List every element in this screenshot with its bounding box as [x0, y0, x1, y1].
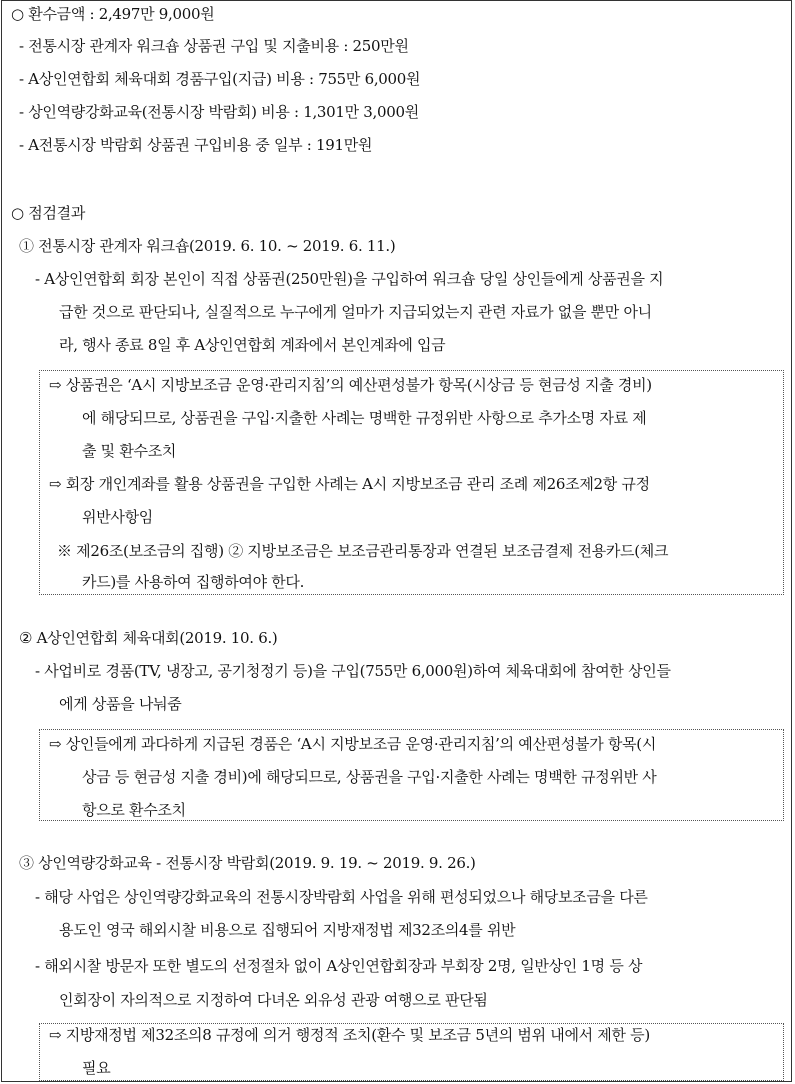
refund-item-workshop: - 전통시장 관계자 워크숍 상품권 구입 및 지출비용 : 250만원 — [19, 37, 409, 55]
section3-bullet1-line2: 용도인 영국 해외시찰 비용으로 집행되어 지방재정법 제32조의4를 위반 — [59, 921, 516, 939]
section2-heading: ② A상인연합회 체육대회(2019. 10. 6.) — [19, 629, 278, 647]
section3-heading: ③ 상인역량강화교육 - 전통시장 박람회(2019. 9. 19. ~ 2019. 9. 26.) — [19, 854, 476, 872]
document-frame — [1, 0, 792, 1082]
refund-total-heading: ○ 환수금액 : 2,497만 9,000원 — [11, 5, 215, 23]
section3-finding-line2: 필요 — [82, 1059, 111, 1077]
section3-finding-line1: ⇨ 지방재정법 제32조의8 규정에 의거 행정적 조치(환수 및 보조금 5년의 범위 내에서 제한 등) — [49, 1026, 650, 1044]
section1-finding1-line3: 출 및 환수조치 — [82, 442, 177, 460]
section2-finding-line3: 항으로 환수조치 — [82, 801, 186, 819]
section1-note-line2: 카드)를 사용하여 집행하여야 한다. — [82, 573, 305, 591]
section3-bullet1-line1: - 해당 사업은 상인역량강화교육의 전통시장박람회 사업을 위해 편성되었으나 해당보조금을 다른 — [35, 888, 648, 906]
section1-bullet-line2: 급한 것으로 판단되나, 실질적으로 누구에게 얼마가 지급되었는지 관련 자료가 없을 뿐만 아니 — [59, 303, 652, 321]
section3-bullet2-line2: 인회장이 자의적으로 지정하여 다녀온 외유성 관광 여행으로 판단됨 — [59, 991, 488, 1009]
section2-finding-line2: 상금 등 현금성 지출 경비)에 해당되므로, 상품권을 구입·지출한 사례는 명백한 규정위반 사 — [82, 768, 657, 786]
section1-finding2-line2: 위반사항임 — [82, 508, 153, 526]
section2-finding-line1: ⇨ 상인들에게 과다하게 지급된 경품은 ‘A시 지방보조금 운영·관리지침’의 예산편성불가 항목(시 — [49, 735, 657, 753]
section1-heading: ① 전통시장 관계자 워크숍(2019. 6. 10. ~ 2019. 6. 11.) — [19, 237, 396, 255]
refund-item-sports: - A상인연합회 체육대회 경품구입(지급) 비용 : 755만 6,000원 — [19, 70, 421, 88]
section1-finding1-line1: ⇨ 상품권은 ‘A시 지방보조금 운영·관리지침’의 예산편성불가 항목(시상금 등 현금성 지출 경비) — [49, 376, 652, 394]
section1-bullet-line1: - A상인연합회 회장 본인이 직접 상품권(250만원)을 구입하여 워크숍 당일 상인들에게 상품권을 지 — [35, 270, 664, 288]
result-heading: ○ 점검결과 — [11, 204, 86, 222]
refund-item-expo: - A전통시장 박람회 상품권 구입비용 중 일부 : 191만원 — [19, 136, 373, 154]
refund-item-education: - 상인역량강화교육(전통시장 박람회) 비용 : 1,301만 3,000원 — [19, 103, 419, 121]
section2-bullet-line1: - 사업비로 경품(TV, 냉장고, 공기청정기 등)을 구입(755만 6,000원)하여 체육대회에 참여한 상인들 — [35, 662, 671, 680]
section3-bullet2-line1: - 해외시찰 방문자 또한 별도의 선정절차 없이 A상인연합회장과 부회장 2명, 일반상인 1명 등 상 — [35, 957, 643, 975]
section1-bullet-line3: 라, 행사 종료 8일 후 A상인연합회 계좌에서 본인계좌에 입금 — [59, 336, 446, 354]
section1-finding2-line1: ⇨ 회장 개인계좌를 활용 상품권을 구입한 사례는 A시 지방보조금 관리 조례 제26조제2항 규정 — [49, 475, 650, 493]
section1-finding1-line2: 에 해당되므로, 상품권을 구입·지출한 사례는 명백한 규정위반 사항으로 추가소명 자료 제 — [82, 409, 647, 427]
section2-bullet-line2: 에게 상품을 나눠줌 — [59, 695, 182, 713]
section1-note-line1: ※ 제26조(보조금의 집행) ② 지방보조금은 보조금관리통장과 연결된 보조금결제 전용카드(체크 — [57, 542, 669, 560]
